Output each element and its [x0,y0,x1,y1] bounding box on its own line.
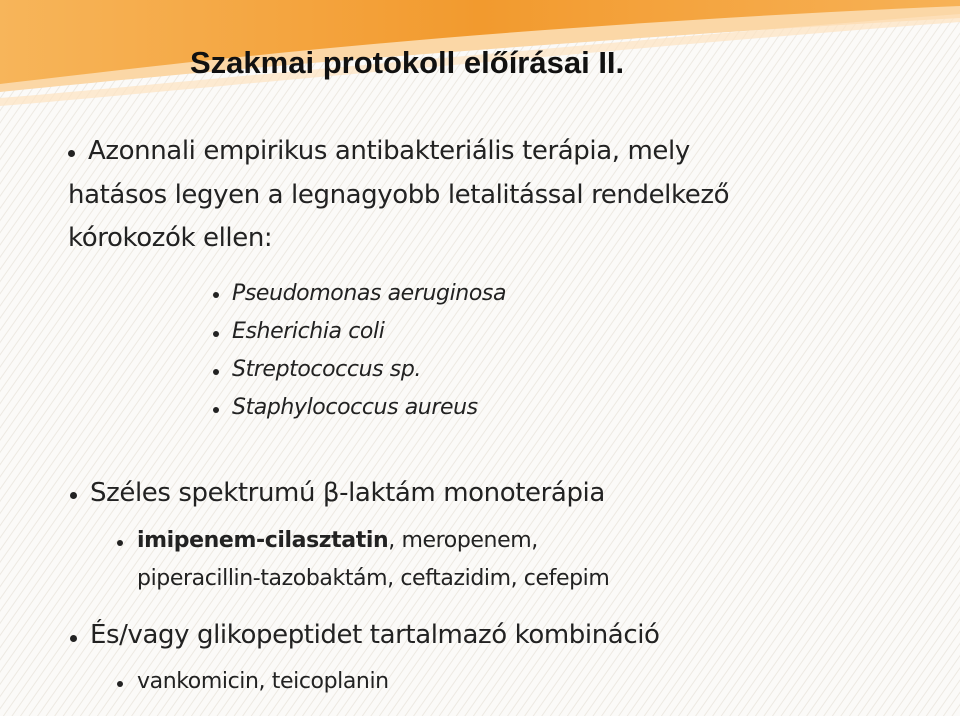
bullet-icon [117,681,123,687]
organism-item: Streptococcus sp. [232,357,421,382]
bullet-icon [68,150,75,157]
section-2-heading: Széles spektrumú β-laktám monoterápia [90,478,605,508]
organism-item: Staphylococcus aureus [232,395,478,420]
bullet-icon [117,540,123,546]
antibiotic-line-2: piperacillin-tazobaktám, ceftazidim, cefepim [137,566,610,591]
bullet-icon [70,635,77,642]
bullet-icon [213,331,219,337]
bullet-icon [213,407,219,413]
organism-item: Pseudomonas aeruginosa [232,281,507,306]
slide-title: Szakmai protokoll előírásai II. [190,45,625,80]
section-1-line-1: Azonnali empirikus antibakteriális terápia, mely [88,136,690,166]
section-1-line-2: hatásos legyen a legnagyobb letalitással rendelkező [68,180,730,210]
antibiotic-line-1 [137,528,538,553]
section-3-heading: És/vagy glikopeptidet tartalmazó kombináció [90,620,660,650]
bullet-icon [213,369,219,375]
bullet-icon [70,492,77,499]
bullet-icon [213,292,219,298]
organism-item: Esherichia coli [232,319,385,344]
section-1-line-3: kórokozók ellen: [68,223,273,253]
glycopeptide-item: vankomicin, teicoplanin [137,669,389,694]
antibiotic-rest: , meropenem, [388,528,538,553]
antibiotic-bold: imipenem-cilasztatin [137,528,389,553]
